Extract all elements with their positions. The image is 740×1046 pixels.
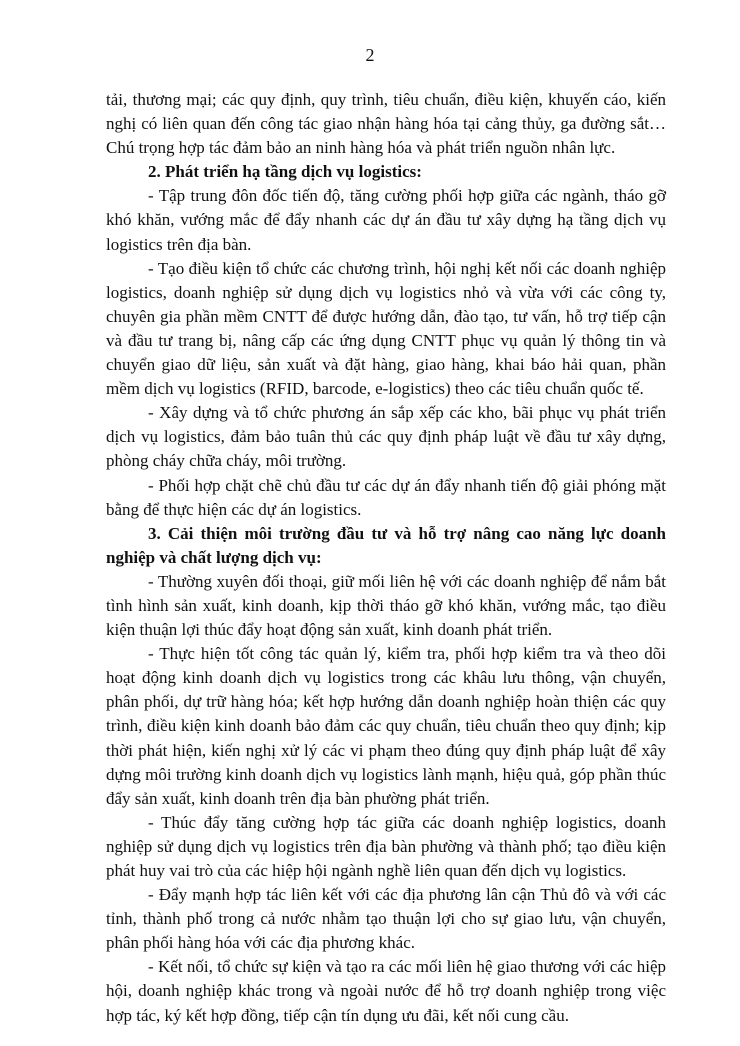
section-2-paragraph-3: - Xây dựng và tổ chức phương án sắp xếp các kho, bãi phục vụ phát triển dịch vụ logistics, đảm bảo tuân thủ các quy định pháp luật về đầu tư xây dựng, phòng cháy chữa cháy, môi trường. <box>106 403 666 471</box>
section-2-paragraph-2: - Tạo điều kiện tổ chức các chương trình, hội nghị kết nối các doanh nghiệp logistics, doanh nghiệp sử dụng dịch vụ logistics nhỏ và vừa với các công ty, chuyên gia phần mềm CNTT để được hướng dẫn, đào tạo, tư vấn, hỗ trợ tiếp cận và đầu tư trang bị, nâng cấp các ứng dụng CNTT phục vụ quản lý thông tin và chuyển giao dữ liệu, sản xuất và đặt hàng, giao hàng, khai báo hải quan, phần mềm dịch vụ logistics (RFID, barcode, e-logistics) theo các tiêu chuẩn quốc tế. <box>106 258 666 399</box>
section-2-paragraph-4: - Phối hợp chặt chẽ chủ đầu tư các dự án đẩy nhanh tiến độ giải phóng mặt bằng để thực hiện các dự án logistics. <box>106 475 666 519</box>
section-3-paragraph-4: - Đẩy mạnh hợp tác liên kết với các địa phương lân cận Thủ đô và với các tỉnh, thành phố trong cả nước nhằm tạo thuận lợi cho sự giao lưu, vận chuyển, phân phối hàng hóa với các địa phương khác. <box>106 885 666 953</box>
section-3-paragraph-3: - Thúc đẩy tăng cường hợp tác giữa các doanh nghiệp logistics, doanh nghiệp sử dụng dịch vụ logistics trên địa bàn phường và thành phố; tạo điều kiện phát huy vai trò của các hiệp hội ngành nghề liên quan đến dịch vụ logistics. <box>106 812 666 880</box>
section-2-paragraph-1: - Tập trung đôn đốc tiến độ, tăng cường phối hợp giữa các ngành, tháo gỡ khó khăn, vướng mắc để đẩy nhanh các dự án đầu tư xây dựng hạ tầng dịch vụ logistics trên địa bàn. <box>106 186 666 254</box>
section-3-paragraph-5: - Kết nối, tổ chức sự kiện và tạo ra các mối liên hệ giao thương với các hiệp hội, doanh nghiệp khác trong và ngoài nước để hỗ trợ doanh nghiệp trong việc hợp tác, ký kết hợp đồng, tiếp cận tín dụng ưu đãi, kết nối cung cầu. <box>106 957 666 1025</box>
section-3-paragraph-1: - Thường xuyên đối thoại, giữ mối liên hệ với các doanh nghiệp để nắm bắt tình hình sản xuất, kinh doanh, kịp thời tháo gỡ khó khăn, vướng mắc, tạo điều kiện thuận lợi thúc đẩy hoạt động sản xuất, kinh doanh phát triển. <box>106 571 666 640</box>
document-body <box>106 88 666 1028</box>
section-2-heading: 2. Phát triển hạ tầng dịch vụ logistics: <box>148 162 422 182</box>
intro-continuation-paragraph: tải, thương mại; các quy định, quy trình, tiêu chuẩn, điều kiện, khuyến cáo, kiến nghị có liên quan đến công tác giao nhận hàng hóa tại cảng thủy, ga đường sắt… Chú trọng hợp tác đảm bảo an ninh hàng hóa và phát triển nguồn nhân lực. <box>106 90 666 158</box>
section-3-heading: 3. Cải thiện môi trường đầu tư và hỗ trợ nâng cao năng lực doanh nghiệp và chất lượng dịch vụ: <box>106 523 666 567</box>
section-3-paragraph-2: - Thực hiện tốt công tác quản lý, kiểm tra, phối hợp kiểm tra và theo dõi hoạt động kinh doanh dịch vụ logistics trong các khâu lưu thông, vận chuyển, phân phối, dự trữ hàng hóa; kết hợp hướng dẫn doanh nghiệp hoàn thiện các quy trình, điều kiện kinh doanh bảo đảm các quy chuẩn, tiêu chuẩn theo quy định; kịp thời phát hiện, kiến nghị xử lý các vi phạm theo đúng quy định pháp luật để xây dựng môi trường kinh doanh dịch vụ logistics lành mạnh, hiệu quả, góp phần thúc đẩy sản xuất, kinh doanh trên địa bàn phường phát triển. <box>106 644 666 808</box>
page-number: 2 <box>365 45 375 65</box>
